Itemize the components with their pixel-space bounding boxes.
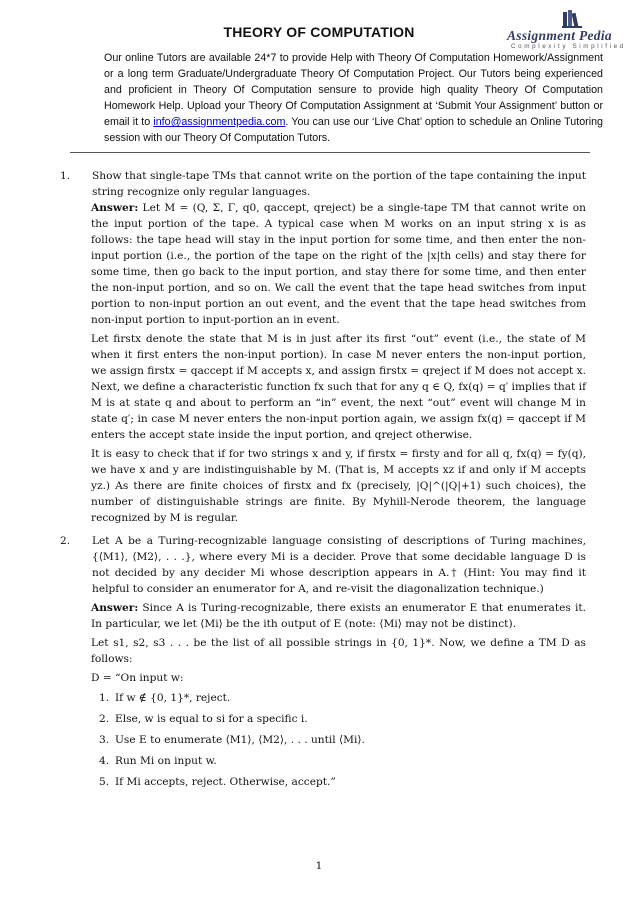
step-text: If w ∉ {0, 1}*, reject. (115, 692, 231, 704)
list-item (91, 690, 586, 706)
answer-label: Answer: (91, 202, 139, 214)
answer-label: Answer: (91, 602, 139, 614)
step-number: 3. (99, 734, 110, 746)
step-text: Use E to enumerate ⟨M1⟩, ⟨M2⟩, . . . until ⟨Mi⟩. (115, 734, 365, 746)
step-text: Else, w is equal to si for a specific i. (115, 713, 308, 725)
question-text: Let A be a Turing-recognizable language consisting of descriptions of Turing machines, {⟨M1⟩, ⟨M2⟩, . . .}, where every Mi is a decider. Prove that some decidable language D is not decided by any decider Mi whose description appears in A.† (Hint: You may find it helpful to consider an enumerator for A, and re-visit the diagonalization technique.) (92, 535, 586, 595)
step-number: 1. (99, 692, 110, 704)
page-number: 1 (315, 860, 323, 872)
question-number: 2. (60, 535, 71, 547)
page-title: THEORY OF COMPUTATION (223, 24, 415, 40)
question-2 (60, 533, 586, 597)
answer-2-paragraph-2: Let s1, s2, s3 . . . be the list of all possible strings in {0, 1}*. Now, we define a TM D as follows: (91, 637, 586, 665)
list-item (91, 774, 586, 790)
algorithm-steps (91, 690, 586, 790)
step-text: If Mi accepts, reject. Otherwise, accept.” (115, 776, 336, 788)
email-link[interactable]: info@assignmentpedia.com (153, 116, 286, 128)
step-number: 4. (99, 755, 110, 767)
answer-text: Since A is Turing-recognizable, there exists an enumerator E that enumerates it. In particular, we let ⟨Mi⟩ be the ith output of E (note: ⟨Mi⟩ may not be distinct). (91, 602, 586, 630)
list-item (91, 711, 586, 727)
books-logo-icon (562, 8, 584, 28)
step-number: 2. (99, 713, 110, 725)
list-item (91, 732, 586, 748)
intro-paragraph (104, 50, 603, 146)
question-text: Show that single-tape TMs that cannot write on the portion of the tape containing the input string recognize only regular languages. (92, 170, 586, 198)
problem-content (60, 168, 586, 795)
answer-1-paragraph-1 (76, 200, 586, 328)
intro-text-before: Our online Tutors are available 24*7 to provide Help with Theory Of Computation Homework/Assignment or a long term Graduate/Undergraduate Theory Of Computation Project. Our Tutors being experienced and proficient in Theory Of Computation sensure to provide high quality Theory Of Computation Homework Help. Upload your Theory Of Computation Assignment at ‘Submit Your Assignment’ button or email it to (104, 52, 603, 128)
logo-tagline: Complexity Simplified (511, 43, 626, 50)
header-divider (70, 152, 590, 153)
step-text: Run Mi on input w. (115, 755, 217, 767)
question-1 (60, 168, 586, 200)
assignmentpedia-logo (505, 8, 633, 50)
intro-text-after: . You can use our ‘Live Chat’ option to schedule an Online Tutoring session with our Theory Of Computation Tutors. (104, 116, 603, 144)
logo-name: Assignment Pedia (507, 28, 612, 43)
machine-definition: D = “On input w: (91, 672, 184, 684)
question-number: 1. (60, 170, 71, 182)
list-item (91, 753, 586, 769)
answer-1-paragraph-2: Let firstx denote the state that M is in just after its first “out” event (i.e., the state of M when it first enters the non-input portion). In case M never enters the non-input portion, we assign firstx = qaccept if M accepts x, and assign firstx = qreject if M does not accept x. Next, we define a characteristic function fx such that for any q ∈ Q, fx(q) = q′ implies that if M is at state q and about to perform an “in” event, the next “out” event will change M in state q′; in case M never enters the non-input portion again, we assign fx(q) = qaccept if M enters the accept state inside the input portion, and qreject otherwise. (91, 333, 586, 441)
answer-2-paragraph-1 (76, 600, 586, 632)
answer-1-paragraph-3: It is easy to check that if for two strings x and y, if firstx = firsty and for all q, fx(q) = fy(q), we have x and y are indistinguishable by M. (That is, M accepts xz if and only if M accepts yz.) As there are finite choices of firstx and fx (precisely, |Q|^(|Q|+1) such choices), the number of distinguishable strings are finite. By Myhill-Nerode theorem, the language recognized by M is regular. (91, 448, 586, 524)
answer-text: Let M = (Q, Σ, Γ, q0, qaccept, qreject) be a single-tape TM that cannot write on the input portion of the tape. A typical case when M works on an input string x is as follows: the tape head will stay in the input portion for some time, and then enter the non-input portion (i.e., the portion of the tape on the right of the |x|th cells) and stay there for some time, then go back to the input portion, and stay there for some time, and then enter the non-input portion, and so on. We call the event that the tape head switches from input portion to non-input portion an out event, and the event that the tape head switches from non-input portion to input-portion an in event. (91, 202, 586, 326)
step-number: 5. (99, 776, 110, 788)
